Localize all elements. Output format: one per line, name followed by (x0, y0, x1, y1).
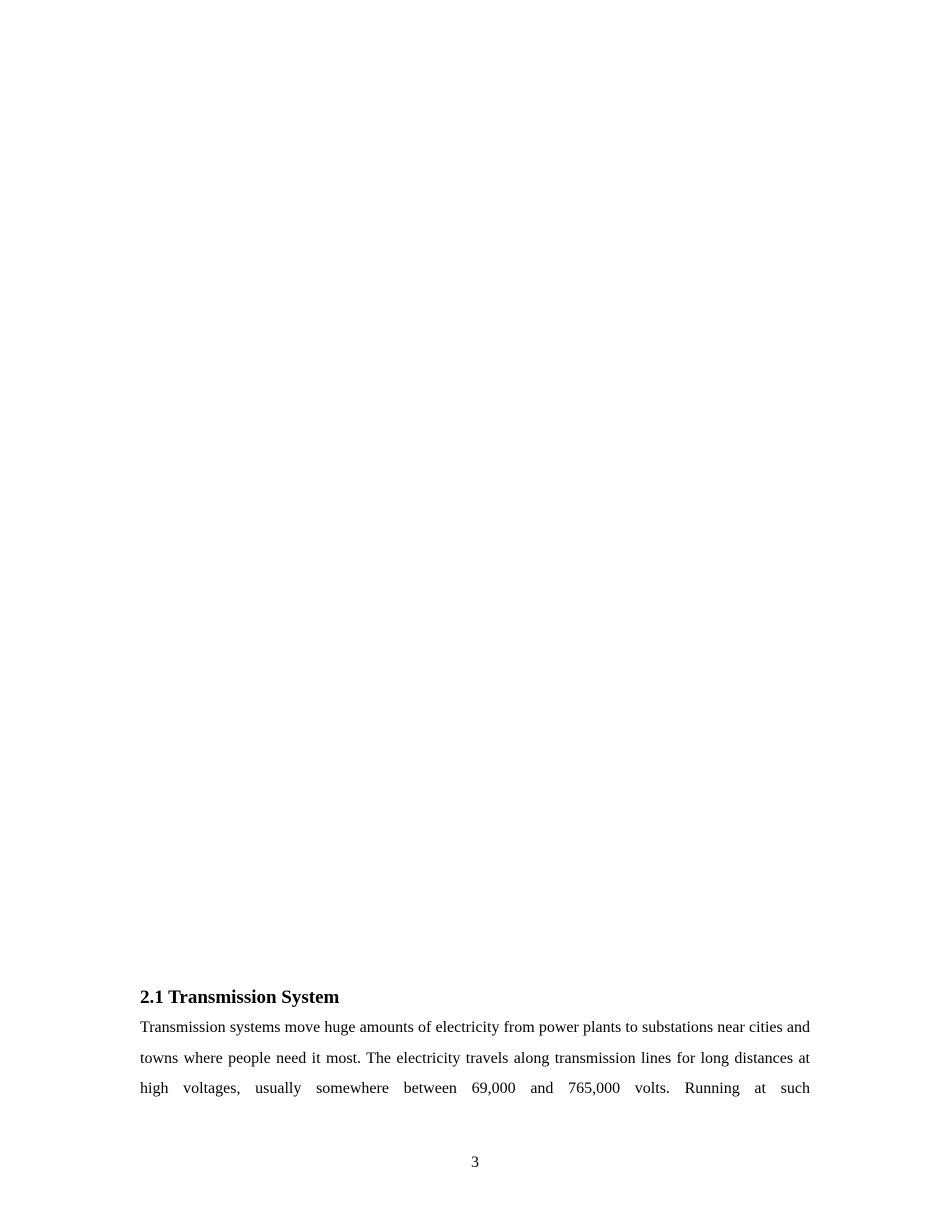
body-paragraph: Transmission systems move huge amounts of electricity from power plants to substations near cities and towns where people need it most. The electricity travels along transmission lines for long distances at high voltages, usually somewhere between 69,000 and 765,000 volts. Running at such (140, 1019, 810, 1097)
page-number: 3 (471, 1154, 479, 1171)
section-transmission-system (140, 986, 810, 1105)
section-heading: 2.1 Transmission System (140, 987, 340, 1008)
